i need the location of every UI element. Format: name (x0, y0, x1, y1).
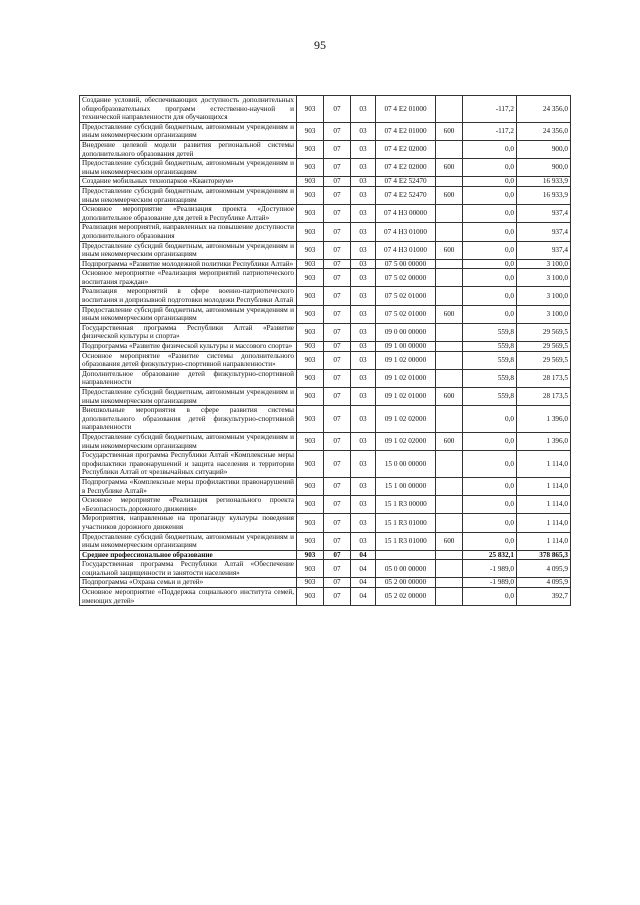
table-row (80, 342, 571, 352)
row-section-code: 07 (324, 223, 351, 241)
row-total-amount: 900,0 (517, 159, 571, 177)
table-row (80, 241, 571, 259)
row-section-code: 07 (324, 369, 351, 387)
budget-table (79, 95, 571, 606)
row-subsection-code: 03 (351, 177, 376, 187)
row-section-code: 07 (324, 406, 351, 433)
row-change-amount: -1 989,0 (463, 560, 517, 578)
table-row (80, 259, 571, 269)
row-section-code: 07 (324, 205, 351, 223)
table-row (80, 140, 571, 158)
row-name: Государственная программа Республики Алтай «Развитие физической культуры и спорта» (80, 323, 297, 341)
table-row (80, 451, 571, 478)
table-row (80, 159, 571, 177)
table-row (80, 514, 571, 532)
row-change-amount: -117,2 (463, 96, 517, 123)
row-name: Подпрограмма «Развитие молодежной политики Республики Алтай» (80, 259, 297, 269)
row-expense-type-code (436, 177, 463, 187)
row-section-code: 07 (324, 122, 351, 140)
row-target-article-code: 07 4 E2 01000 (376, 96, 436, 123)
row-target-article-code: 07 4 E2 01000 (376, 122, 436, 140)
row-section-code: 07 (324, 287, 351, 305)
row-section-code: 07 (324, 451, 351, 478)
row-grbs-code: 903 (297, 406, 324, 433)
row-change-amount: 0,0 (463, 588, 517, 606)
row-change-amount: 0,0 (463, 205, 517, 223)
row-expense-type-code: 600 (436, 532, 463, 550)
row-name: Подпрограмма «Охрана семьи и детей» (80, 578, 297, 588)
row-target-article-code: 09 1 02 00000 (376, 351, 436, 369)
row-name: Основное мероприятие «Реализация регионального проекта «Безопасность дорожного движения» (80, 496, 297, 514)
row-total-amount: 937,4 (517, 205, 571, 223)
row-grbs-code: 903 (297, 369, 324, 387)
row-name: Среднее профессиональное образование (80, 550, 297, 560)
row-change-amount: 0,0 (463, 186, 517, 204)
row-total-amount: 3 100,0 (517, 305, 571, 323)
table-row (80, 578, 571, 588)
row-total-amount: 4 095,9 (517, 578, 571, 588)
row-expense-type-code (436, 406, 463, 433)
row-expense-type-code (436, 578, 463, 588)
row-grbs-code: 903 (297, 588, 324, 606)
row-change-amount: 0,0 (463, 406, 517, 433)
table-row (80, 351, 571, 369)
row-grbs-code: 903 (297, 496, 324, 514)
table-row (80, 205, 571, 223)
row-total-amount: 937,4 (517, 223, 571, 241)
row-expense-type-code (436, 223, 463, 241)
row-target-article-code: 07 5 02 00000 (376, 269, 436, 287)
row-section-code: 07 (324, 588, 351, 606)
row-name: Предоставление субсидий бюджетным, автономным учреждениям и иным некоммерческим организациям (80, 241, 297, 259)
row-change-amount: 0,0 (463, 532, 517, 550)
row-name: Внедрение целевой модели развития региональной системы дополнительного образования детей (80, 140, 297, 158)
row-total-amount: 28 173,5 (517, 369, 571, 387)
row-change-amount: 0,0 (463, 241, 517, 259)
row-subsection-code: 03 (351, 369, 376, 387)
row-grbs-code: 903 (297, 287, 324, 305)
row-target-article-code: 07 5 02 01000 (376, 287, 436, 305)
row-expense-type-code (436, 588, 463, 606)
row-section-code: 07 (324, 323, 351, 341)
row-subsection-code: 03 (351, 342, 376, 352)
row-change-amount: 0,0 (463, 477, 517, 495)
row-subsection-code: 03 (351, 159, 376, 177)
row-subsection-code: 03 (351, 205, 376, 223)
row-total-amount: 16 933,9 (517, 186, 571, 204)
row-change-amount: 0,0 (463, 432, 517, 450)
row-section-code: 07 (324, 140, 351, 158)
row-subsection-code: 04 (351, 550, 376, 560)
row-grbs-code: 903 (297, 342, 324, 352)
table-row (80, 223, 571, 241)
row-target-article-code: 15 1 R3 01000 (376, 514, 436, 532)
row-change-amount: 559,8 (463, 351, 517, 369)
row-subsection-code: 03 (351, 388, 376, 406)
row-change-amount: 0,0 (463, 514, 517, 532)
row-subsection-code: 03 (351, 323, 376, 341)
row-section-code: 07 (324, 477, 351, 495)
row-target-article-code (376, 550, 436, 560)
row-section-code: 07 (324, 532, 351, 550)
row-section-code: 07 (324, 550, 351, 560)
row-name: Предоставление субсидий бюджетным, автономным учреждениям и иным некоммерческим организациям (80, 305, 297, 323)
row-target-article-code: 09 1 02 02000 (376, 406, 436, 433)
row-expense-type-code (436, 96, 463, 123)
row-name: Создание мобильных технопарков «Кванториум» (80, 177, 297, 187)
row-expense-type-code: 600 (436, 388, 463, 406)
row-expense-type-code (436, 259, 463, 269)
table-row (80, 287, 571, 305)
row-grbs-code: 903 (297, 177, 324, 187)
row-target-article-code: 15 1 R3 00000 (376, 496, 436, 514)
page-number: 95 (314, 38, 326, 52)
row-expense-type-code (436, 269, 463, 287)
row-change-amount: 559,8 (463, 369, 517, 387)
row-expense-type-code (436, 205, 463, 223)
row-name: Предоставление субсидий бюджетным, автономным учреждениям и иным некоммерческим организациям (80, 122, 297, 140)
row-target-article-code: 15 1 00 00000 (376, 477, 436, 495)
row-subsection-code: 03 (351, 287, 376, 305)
row-total-amount: 937,4 (517, 241, 571, 259)
table-row (80, 269, 571, 287)
row-subsection-code: 03 (351, 451, 376, 478)
row-change-amount: 0,0 (463, 177, 517, 187)
table-row (80, 388, 571, 406)
row-grbs-code: 903 (297, 259, 324, 269)
row-section-code: 07 (324, 177, 351, 187)
row-name: Реализация мероприятий в сфере военно-патриотического воспитания и допризывной подготовки молодежи Республики Алтай (80, 287, 297, 305)
row-expense-type-code: 600 (436, 241, 463, 259)
row-target-article-code: 05 0 00 00000 (376, 560, 436, 578)
row-total-amount: 3 100,0 (517, 287, 571, 305)
row-change-amount: 559,8 (463, 388, 517, 406)
table-row (80, 186, 571, 204)
row-grbs-code: 903 (297, 560, 324, 578)
row-subsection-code: 03 (351, 140, 376, 158)
row-section-code: 07 (324, 96, 351, 123)
row-target-article-code: 07 4 E2 52470 (376, 177, 436, 187)
row-change-amount: 0,0 (463, 305, 517, 323)
row-target-article-code: 15 1 R3 01000 (376, 532, 436, 550)
row-section-code: 07 (324, 159, 351, 177)
row-grbs-code: 903 (297, 159, 324, 177)
row-change-amount: 0,0 (463, 287, 517, 305)
row-name: Подпрограмма «Комплексные меры профилактики правонарушений в Республике Алтай» (80, 477, 297, 495)
row-target-article-code: 07 4 E2 02000 (376, 140, 436, 158)
row-expense-type-code (436, 496, 463, 514)
table-row (80, 560, 571, 578)
row-expense-type-code (436, 369, 463, 387)
row-grbs-code: 903 (297, 451, 324, 478)
row-grbs-code: 903 (297, 186, 324, 204)
row-grbs-code: 903 (297, 578, 324, 588)
row-name: Предоставление субсидий бюджетным, автономным учреждениям и иным некоммерческим организациям (80, 532, 297, 550)
row-target-article-code: 07 4 Н3 01000 (376, 241, 436, 259)
row-grbs-code: 903 (297, 122, 324, 140)
row-subsection-code: 03 (351, 496, 376, 514)
table-row (80, 532, 571, 550)
row-change-amount: 0,0 (463, 259, 517, 269)
row-target-article-code: 09 1 02 01000 (376, 388, 436, 406)
row-expense-type-code: 600 (436, 186, 463, 204)
row-name: Предоставление субсидий бюджетным, автономным учреждениям и иным некоммерческим организациям (80, 159, 297, 177)
row-grbs-code: 903 (297, 241, 324, 259)
row-expense-type-code (436, 477, 463, 495)
table-row (80, 496, 571, 514)
row-change-amount: 559,8 (463, 342, 517, 352)
row-name: Внешкольные мероприятия в сфере развития системы дополнительного образования детей физкультурно-спортивной направленности (80, 406, 297, 433)
row-total-amount: 1 114,0 (517, 477, 571, 495)
row-total-amount: 28 173,5 (517, 388, 571, 406)
row-change-amount: 0,0 (463, 496, 517, 514)
row-target-article-code: 09 1 02 01000 (376, 369, 436, 387)
row-target-article-code: 09 1 02 02000 (376, 432, 436, 450)
row-target-article-code: 07 5 00 00000 (376, 259, 436, 269)
row-total-amount: 24 356,0 (517, 122, 571, 140)
row-subsection-code: 04 (351, 578, 376, 588)
row-subsection-code: 03 (351, 259, 376, 269)
row-section-code: 07 (324, 241, 351, 259)
row-grbs-code: 903 (297, 223, 324, 241)
row-change-amount: 559,8 (463, 323, 517, 341)
row-expense-type-code: 600 (436, 159, 463, 177)
row-grbs-code: 903 (297, 351, 324, 369)
table-row (80, 406, 571, 433)
row-total-amount: 392,7 (517, 588, 571, 606)
table-row (80, 588, 571, 606)
row-name: Государственная программа Республики Алтай «Комплексные меры профилактики правонарушений и защита населения и территории Республики Алтай от чрезвычайных ситуаций» (80, 451, 297, 478)
row-total-amount: 1 114,0 (517, 532, 571, 550)
row-expense-type-code: 600 (436, 122, 463, 140)
row-grbs-code: 903 (297, 305, 324, 323)
row-name: Дополнительное образование детей физкультурно-спортивной направленности (80, 369, 297, 387)
row-total-amount: 3 100,0 (517, 269, 571, 287)
row-section-code: 07 (324, 496, 351, 514)
row-expense-type-code (436, 140, 463, 158)
row-subsection-code: 03 (351, 351, 376, 369)
row-subsection-code: 03 (351, 532, 376, 550)
row-total-amount: 24 356,0 (517, 96, 571, 123)
row-change-amount: 0,0 (463, 159, 517, 177)
table-row (80, 550, 571, 560)
row-total-amount: 3 100,0 (517, 259, 571, 269)
row-grbs-code: 903 (297, 269, 324, 287)
row-target-article-code: 07 4 Н3 00000 (376, 205, 436, 223)
row-expense-type-code (436, 351, 463, 369)
row-subsection-code: 03 (351, 514, 376, 532)
row-name: Основное мероприятие «Развитие системы дополнительного образования детей физкультурно-спортивной направленности» (80, 351, 297, 369)
row-target-article-code: 05 2 00 00000 (376, 578, 436, 588)
row-target-article-code: 07 4 Н3 01000 (376, 223, 436, 241)
row-section-code: 07 (324, 578, 351, 588)
row-name: Основное мероприятие «Поддержка социального института семей, имеющих детей» (80, 588, 297, 606)
row-change-amount: -117,2 (463, 122, 517, 140)
row-subsection-code: 03 (351, 432, 376, 450)
row-total-amount: 1 114,0 (517, 496, 571, 514)
row-section-code: 07 (324, 342, 351, 352)
row-total-amount: 29 569,5 (517, 351, 571, 369)
row-subsection-code: 03 (351, 223, 376, 241)
row-subsection-code: 04 (351, 560, 376, 578)
row-change-amount: 0,0 (463, 451, 517, 478)
row-grbs-code: 903 (297, 96, 324, 123)
row-expense-type-code (436, 560, 463, 578)
row-target-article-code: 05 2 02 00000 (376, 588, 436, 606)
table-row (80, 323, 571, 341)
row-subsection-code: 03 (351, 122, 376, 140)
row-change-amount: 25 832,1 (463, 550, 517, 560)
row-expense-type-code (436, 342, 463, 352)
row-expense-type-code: 600 (436, 432, 463, 450)
row-subsection-code: 03 (351, 305, 376, 323)
row-expense-type-code (436, 287, 463, 305)
row-name: Подпрограмма «Развитие физической культуры и массового спорта» (80, 342, 297, 352)
row-section-code: 07 (324, 388, 351, 406)
row-target-article-code: 07 5 02 01000 (376, 305, 436, 323)
row-section-code: 07 (324, 560, 351, 578)
row-total-amount: 1 396,0 (517, 406, 571, 433)
row-subsection-code: 03 (351, 186, 376, 204)
table-row (80, 122, 571, 140)
row-name: Создание условий, обеспечивающих доступность дополнительных общеобразовательных программ естественно-научной и технической направленности для обучающихся (80, 96, 297, 123)
row-total-amount: 1 114,0 (517, 514, 571, 532)
row-subsection-code: 03 (351, 96, 376, 123)
table-row (80, 96, 571, 123)
row-change-amount: -1 989,0 (463, 578, 517, 588)
table-row (80, 432, 571, 450)
row-section-code: 07 (324, 432, 351, 450)
row-subsection-code: 03 (351, 269, 376, 287)
row-subsection-code: 03 (351, 477, 376, 495)
row-grbs-code: 903 (297, 550, 324, 560)
row-section-code: 07 (324, 305, 351, 323)
table-row (80, 369, 571, 387)
row-name: Основное мероприятие «Реализация проекта «Доступное дополнительное образование для детей в Республике Алтай» (80, 205, 297, 223)
row-change-amount: 0,0 (463, 140, 517, 158)
row-total-amount: 4 095,9 (517, 560, 571, 578)
row-total-amount: 16 933,9 (517, 177, 571, 187)
row-section-code: 07 (324, 351, 351, 369)
row-target-article-code: 15 0 00 00000 (376, 451, 436, 478)
row-target-article-code: 09 1 00 00000 (376, 342, 436, 352)
row-name: Предоставление субсидий бюджетным, автономным учреждениям и иным некоммерческим организациям (80, 388, 297, 406)
row-section-code: 07 (324, 514, 351, 532)
row-expense-type-code: 600 (436, 305, 463, 323)
row-total-amount: 29 569,5 (517, 342, 571, 352)
row-target-article-code: 07 4 E2 02000 (376, 159, 436, 177)
row-name: Государственная программа Республики Алтай «Обеспечение социальной защищенности и занятости населения» (80, 560, 297, 578)
row-grbs-code: 903 (297, 140, 324, 158)
row-subsection-code: 03 (351, 241, 376, 259)
row-expense-type-code (436, 550, 463, 560)
row-target-article-code: 09 0 00 00000 (376, 323, 436, 341)
row-change-amount: 0,0 (463, 269, 517, 287)
table-row (80, 177, 571, 187)
row-grbs-code: 903 (297, 323, 324, 341)
row-name: Предоставление субсидий бюджетным, автономным учреждениям и иным некоммерческим организациям (80, 186, 297, 204)
row-expense-type-code (436, 323, 463, 341)
row-change-amount: 0,0 (463, 223, 517, 241)
row-total-amount: 29 569,5 (517, 323, 571, 341)
row-expense-type-code (436, 451, 463, 478)
row-grbs-code: 903 (297, 477, 324, 495)
table-row (80, 305, 571, 323)
row-grbs-code: 903 (297, 205, 324, 223)
row-grbs-code: 903 (297, 532, 324, 550)
row-name: Реализация мероприятий, направленных на повышение доступности дополнительного образования (80, 223, 297, 241)
row-total-amount: 900,0 (517, 140, 571, 158)
row-expense-type-code (436, 514, 463, 532)
row-total-amount: 1 114,0 (517, 451, 571, 478)
row-section-code: 07 (324, 259, 351, 269)
row-subsection-code: 03 (351, 406, 376, 433)
row-total-amount: 378 865,3 (517, 550, 571, 560)
row-target-article-code: 07 4 E2 52470 (376, 186, 436, 204)
row-name: Мероприятия, направленные на пропаганду культуры поведения участников дорожного движения (80, 514, 297, 532)
row-section-code: 07 (324, 186, 351, 204)
row-total-amount: 1 396,0 (517, 432, 571, 450)
row-grbs-code: 903 (297, 514, 324, 532)
row-name: Предоставление субсидий бюджетным, автономным учреждениям и иным некоммерческим организациям (80, 432, 297, 450)
row-subsection-code: 04 (351, 588, 376, 606)
row-grbs-code: 903 (297, 388, 324, 406)
row-section-code: 07 (324, 269, 351, 287)
table-row (80, 477, 571, 495)
row-name: Основное мероприятие «Реализация мероприятий патриотического воспитания граждан» (80, 269, 297, 287)
row-grbs-code: 903 (297, 432, 324, 450)
